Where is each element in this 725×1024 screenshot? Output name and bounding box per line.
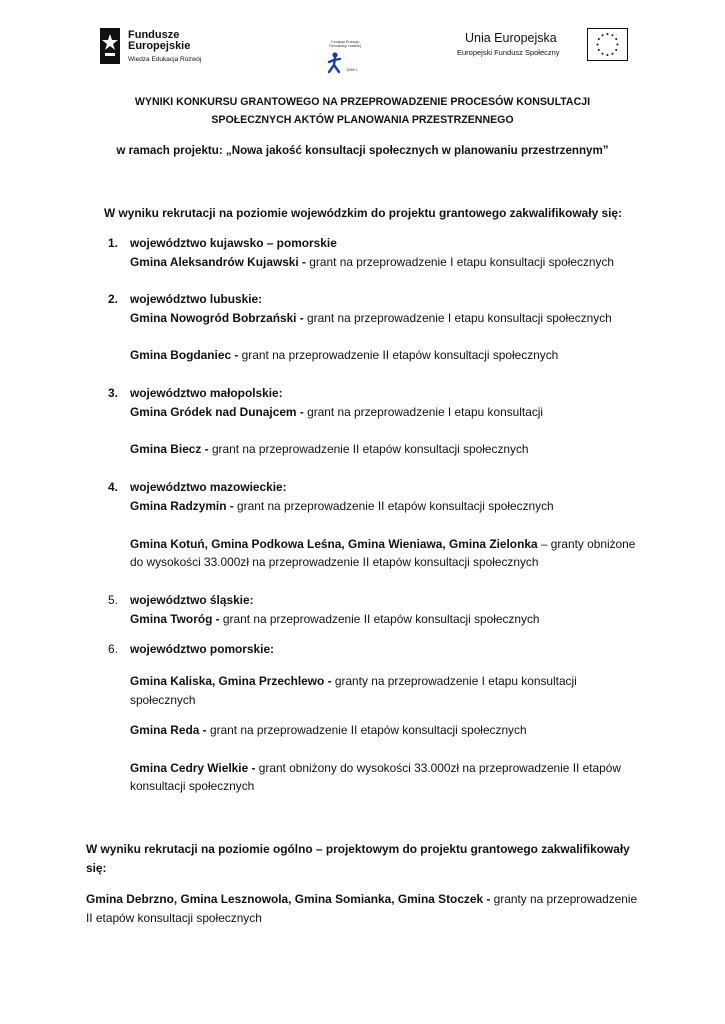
municipality-name: Gmina Kaliska, Gmina Przechlewo - bbox=[130, 674, 332, 688]
grant-description-continued: do wysokości 33.000zł na przeprowadzenie II etapów konsultacji społecznych bbox=[130, 555, 539, 569]
municipality-name: Gmina Gródek nad Dunajcem - bbox=[130, 405, 304, 419]
ue-logo-subtitle: Europejski Fundusz Społeczny bbox=[457, 48, 560, 57]
municipality-name: Gmina Radzymin - bbox=[130, 499, 234, 513]
municipality-entry bbox=[130, 253, 614, 272]
municipality-entry bbox=[130, 535, 635, 554]
municipality-name: Gmina Kotuń, Gmina Podkowa Leśna, Gmina Wieniawa, Gmina Zielonka bbox=[130, 537, 538, 551]
grant-description-continued: konsultacji społecznych bbox=[130, 779, 255, 793]
section2-intro-line1: W wyniku rekrutacji na poziomie ogólno – projektowym do projektu grantowego zakwalifikowały bbox=[86, 842, 630, 856]
municipality-name: Gmina Biecz - bbox=[130, 442, 209, 456]
voivodeship-name: województwo pomorskie: bbox=[130, 642, 275, 656]
municipality-name: Gmina Debrzno, Gmina Lesznowola, Gmina Somianka, Gmina Stoczek - bbox=[86, 892, 491, 906]
item-number: 1. bbox=[108, 236, 118, 250]
item-number: 6. bbox=[108, 642, 118, 656]
item-number: 3. bbox=[108, 386, 118, 400]
grant-description-continued: społecznych bbox=[130, 693, 196, 707]
voivodeship-name: województwo małopolskie: bbox=[130, 386, 283, 400]
section1-intro: W wyniku rekrutacji na poziomie wojewódzkim do projektu grantowego zakwalifikowały się: bbox=[104, 206, 623, 220]
municipality-name: Gmina Aleksandrów Kujawski - bbox=[130, 255, 306, 269]
grant-description: – granty obniżone bbox=[537, 537, 636, 551]
grant-description: granty na przeprowadzenie I etapu konsultacji bbox=[331, 674, 577, 688]
voivodeship-name: województwo śląskie: bbox=[130, 593, 254, 607]
municipality-entry bbox=[130, 610, 540, 629]
fundusze-europejskie-logo bbox=[96, 28, 246, 68]
ue-logo-title: Unia Europejska bbox=[465, 31, 557, 45]
fe-logo-line3: Wiedza Edukacja Rozwój bbox=[128, 56, 202, 63]
runner-icon bbox=[326, 52, 346, 74]
grant-description: granty na przeprowadzenie bbox=[490, 892, 638, 906]
grant-description: grant na przeprowadzenie I etapu konsultacji bbox=[303, 405, 544, 419]
document-title-line1: WYNIKI KONKURSU GRANTOWEGO NA PRZEPROWADZENIE PROCESÓW KONSULTACJI bbox=[134, 96, 591, 108]
municipality-name: Gmina Reda - bbox=[130, 723, 207, 737]
item-number: 4. bbox=[108, 480, 118, 494]
municipality-name: Gmina Cedry Wielkie - bbox=[130, 761, 256, 775]
frdl-logo-year: 1989 r. bbox=[346, 67, 359, 72]
eu-flag-icon bbox=[587, 28, 628, 61]
municipality-entry bbox=[130, 403, 543, 422]
voivodeship-name: województwo lubuskie: bbox=[130, 292, 263, 306]
document-title-line2: SPOŁECZNYCH AKTÓW PLANOWANIA PRZESTRZENNEGO bbox=[211, 114, 514, 126]
fe-logo-line2: Europejskie bbox=[128, 40, 191, 52]
grant-description: grant na przeprowadzenie II etapów konsultacji społecznych bbox=[238, 348, 559, 362]
unia-europejska-logo bbox=[455, 31, 630, 65]
voivodeship-name: województwo mazowieckie: bbox=[130, 480, 287, 494]
municipality-entry bbox=[86, 890, 637, 909]
fe-star-icon bbox=[96, 28, 124, 64]
section2-intro-line2: się: bbox=[86, 861, 107, 875]
grant-description: grant na przeprowadzenie II etapów konsultacji społecznych bbox=[208, 442, 529, 456]
project-name: w ramach projektu: „Nowa jakość konsultacji społecznych w planowaniu przestrzennym” bbox=[116, 144, 609, 157]
grant-description: grant na przeprowadzenie II etapów konsultacji społecznych bbox=[219, 612, 540, 626]
grant-description: grant na przeprowadzenie I etapu konsultacji społecznych bbox=[306, 255, 615, 269]
municipality-entry bbox=[130, 721, 527, 740]
municipality-name: Gmina Nowogród Bobrzański - bbox=[130, 311, 304, 325]
municipality-entry bbox=[130, 759, 621, 778]
grant-description: grant obniżony do wysokości 33.000zł na przeprowadzenie II etapów bbox=[255, 761, 621, 775]
municipality-entry bbox=[130, 672, 577, 691]
voivodeship-name: województwo kujawsko – pomorskie bbox=[130, 236, 337, 250]
municipality-name: Gmina Tworóg - bbox=[130, 612, 220, 626]
municipality-entry bbox=[130, 346, 558, 365]
grant-description: grant na przeprowadzenie II etapów konsultacji społecznych bbox=[233, 499, 554, 513]
frdl-logo bbox=[322, 40, 362, 76]
fe-logo-line1: Fundusze bbox=[128, 29, 180, 41]
grant-description: grant na przeprowadzenie I etapu konsultacji społecznych bbox=[303, 311, 612, 325]
grant-description-continued: II etapów konsultacji społecznych bbox=[86, 911, 262, 925]
item-number: 2. bbox=[108, 292, 118, 306]
municipality-entry bbox=[130, 309, 612, 328]
frdl-logo-text: Fundacja Rozwoju Demokracji Lokalnej bbox=[329, 40, 361, 48]
municipality-entry bbox=[130, 440, 529, 459]
item-number: 5. bbox=[108, 593, 118, 607]
municipality-name: Gmina Bogdaniec - bbox=[130, 348, 239, 362]
grant-description: grant na przeprowadzenie II etapów konsultacji społecznych bbox=[206, 723, 527, 737]
municipality-entry bbox=[130, 497, 554, 516]
